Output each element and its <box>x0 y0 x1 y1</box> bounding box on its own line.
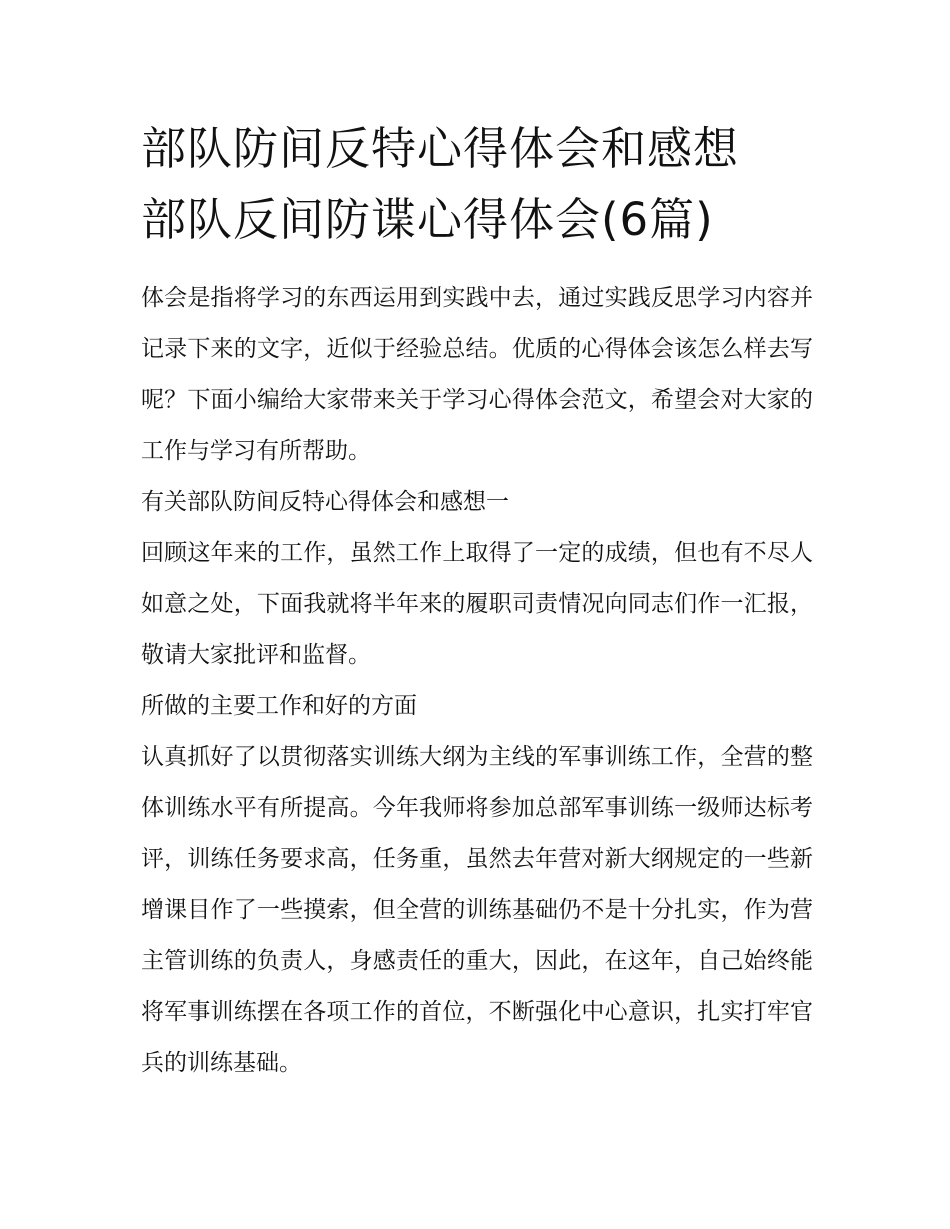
section-heading-1: 有关部队防间反特心得体会和感想一 <box>141 489 509 515</box>
document-content <box>141 113 813 1089</box>
section-heading-2: 所做的主要工作和好的方面 <box>141 693 417 719</box>
title-line-2: 部队反间防谍心得体会(6篇) <box>141 193 714 246</box>
document-title <box>141 113 813 255</box>
document-body <box>141 273 813 1089</box>
training-paragraph: 认真抓好了以贯彻落实训练大纲为主线的军事训练工作，全营的整体训练水平有所提高。今年我师将参加总部军事训练一级师达标考评，训练任务要求高，任务重，虽然去年营对新大纲规定的一些新增课目作了一些摸索，但全营的训练基础仍不是十分扎实，作为营主管训练的负责人，身感责任的重大，因此，在这年，自己始终能将军事训练摆在各项工作的首位，不断强化中心意识，扎实打牢官兵的训练基础。 <box>141 744 813 1076</box>
title-line-1: 部队防间反特心得体会和感想 <box>141 122 740 175</box>
intro-paragraph: 体会是指将学习的东西运用到实践中去，通过实践反思学习内容并记录下来的文字，近似于经验总结。优质的心得体会该怎么样去写呢？下面小编给大家带来关于学习心得体会范文，希望会对大家的工作与学习有所帮助。 <box>141 285 813 464</box>
review-paragraph: 回顾这年来的工作，虽然工作上取得了一定的成绩，但也有不尽人如意之处，下面我就将半年来的履职司责情况向同志们作一汇报，敬请大家批评和监督。 <box>141 540 813 668</box>
